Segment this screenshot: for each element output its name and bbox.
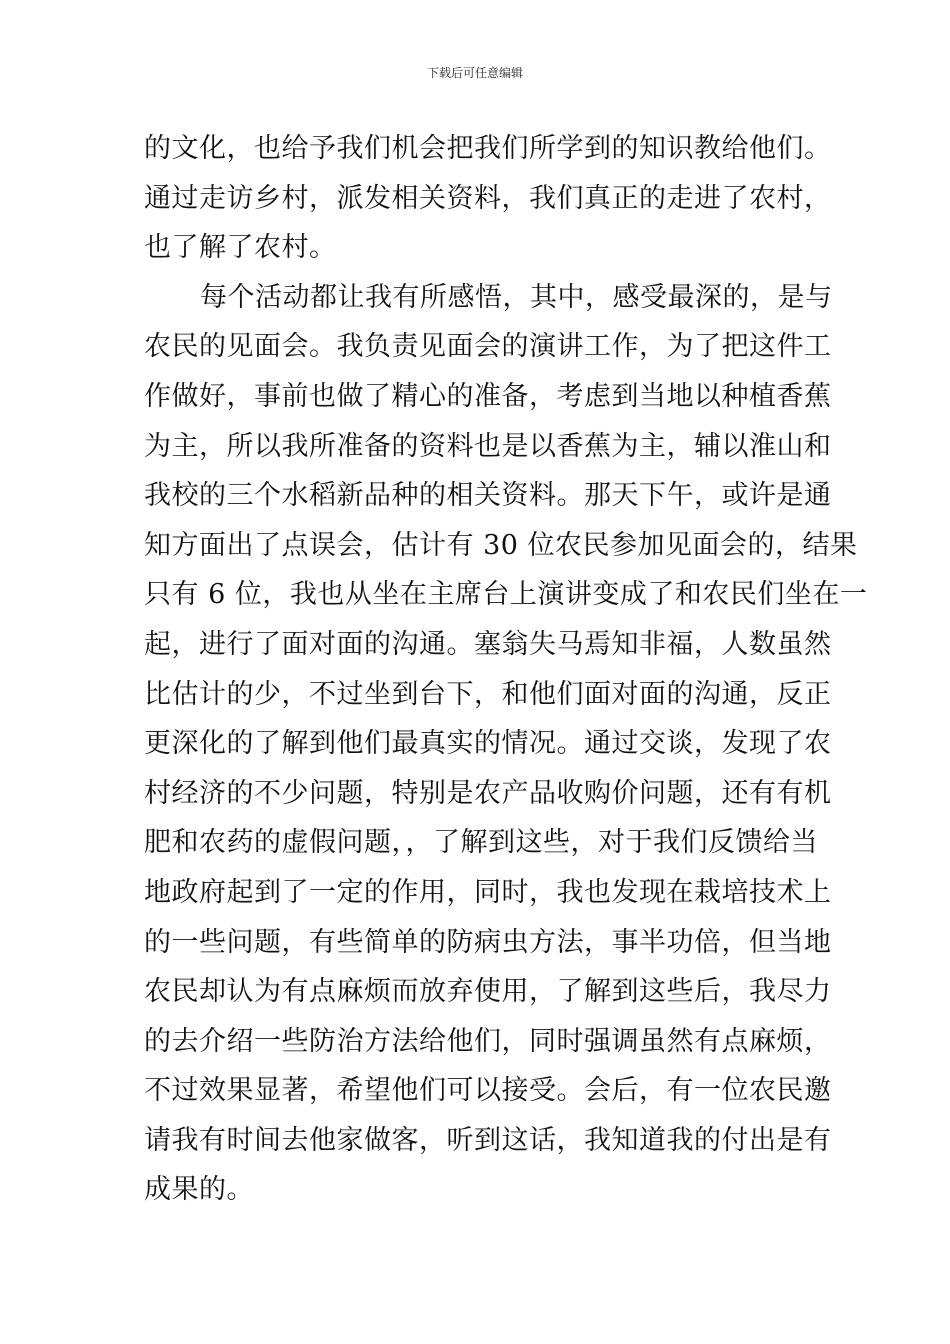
text-line: 肥和农药的虚假问题，，了解到这些，对于我们反馈给当 bbox=[144, 827, 818, 859]
text-line: 的一些问题，有些简单的防病虫方法，事半功倍，但当地 bbox=[144, 926, 832, 958]
text-line: 比估计的少，不过坐到台下，和他们面对面的沟通，反正 bbox=[144, 678, 832, 710]
paragraph-1 bbox=[144, 124, 832, 273]
text-line: 地政府起到了一定的作用，同时，我也发现在栽培技术上 bbox=[144, 876, 832, 908]
text-line: 起，进行了面对面的沟通。塞翁失马焉知非福，人数虽然 bbox=[144, 628, 832, 660]
text-line: 为主，所以我所准备的资料也是以香蕉为主，辅以淮山和 bbox=[144, 430, 832, 462]
text-line: 通过走访乡村，派发相关资料，我们真正的走进了农村， bbox=[144, 182, 832, 214]
text-line: 的文化，也给予我们机会把我们所学到的知识教给他们。 bbox=[144, 133, 832, 164]
text-line: 知方面出了点误会，估计有 30 位农民参加见面会的，结果 bbox=[144, 529, 858, 561]
text-line: 每个活动都让我有所感悟，其中，感受最深的，是与 bbox=[200, 281, 833, 313]
text-line: 作做好，事前也做了精心的准备，考虑到当地以种植香蕉 bbox=[144, 380, 832, 412]
page-header: 下载后可任意编辑 bbox=[426, 66, 523, 80]
text-line: 也了解了农村。 bbox=[144, 232, 337, 264]
text-line: 成果的。 bbox=[144, 1174, 254, 1206]
text-line: 我校的三个水稻新品种的相关资料。那天下午，或许是通 bbox=[144, 480, 832, 512]
paragraph-2 bbox=[144, 273, 868, 1215]
text-line: 不过效果显著，希望他们可以接受。会后，有一位农民邀 bbox=[144, 1075, 832, 1107]
text-line: 更深化的了解到他们最真实的情况。通过交谈，发现了农 bbox=[144, 728, 832, 760]
text-line: 的去介绍一些防治方法给他们，同时强调虽然有点麻烦， bbox=[144, 1025, 832, 1057]
text-line: 农民的见面会。我负责见面会的演讲工作，为了把这件工 bbox=[144, 331, 832, 363]
text-line: 只有 6 位，我也从坐在主席台上演讲变成了和农民们坐在一 bbox=[144, 579, 868, 611]
text-line: 请我有时间去他家做客，听到这话，我知道我的付出是有 bbox=[144, 1124, 832, 1156]
text-line: 村经济的不少问题，特别是农产品收购价问题，还有有机 bbox=[144, 777, 832, 809]
document-body bbox=[144, 124, 868, 1215]
text-line: 农民却认为有点麻烦而放弃使用，了解到这些后，我尽力 bbox=[144, 976, 832, 1008]
